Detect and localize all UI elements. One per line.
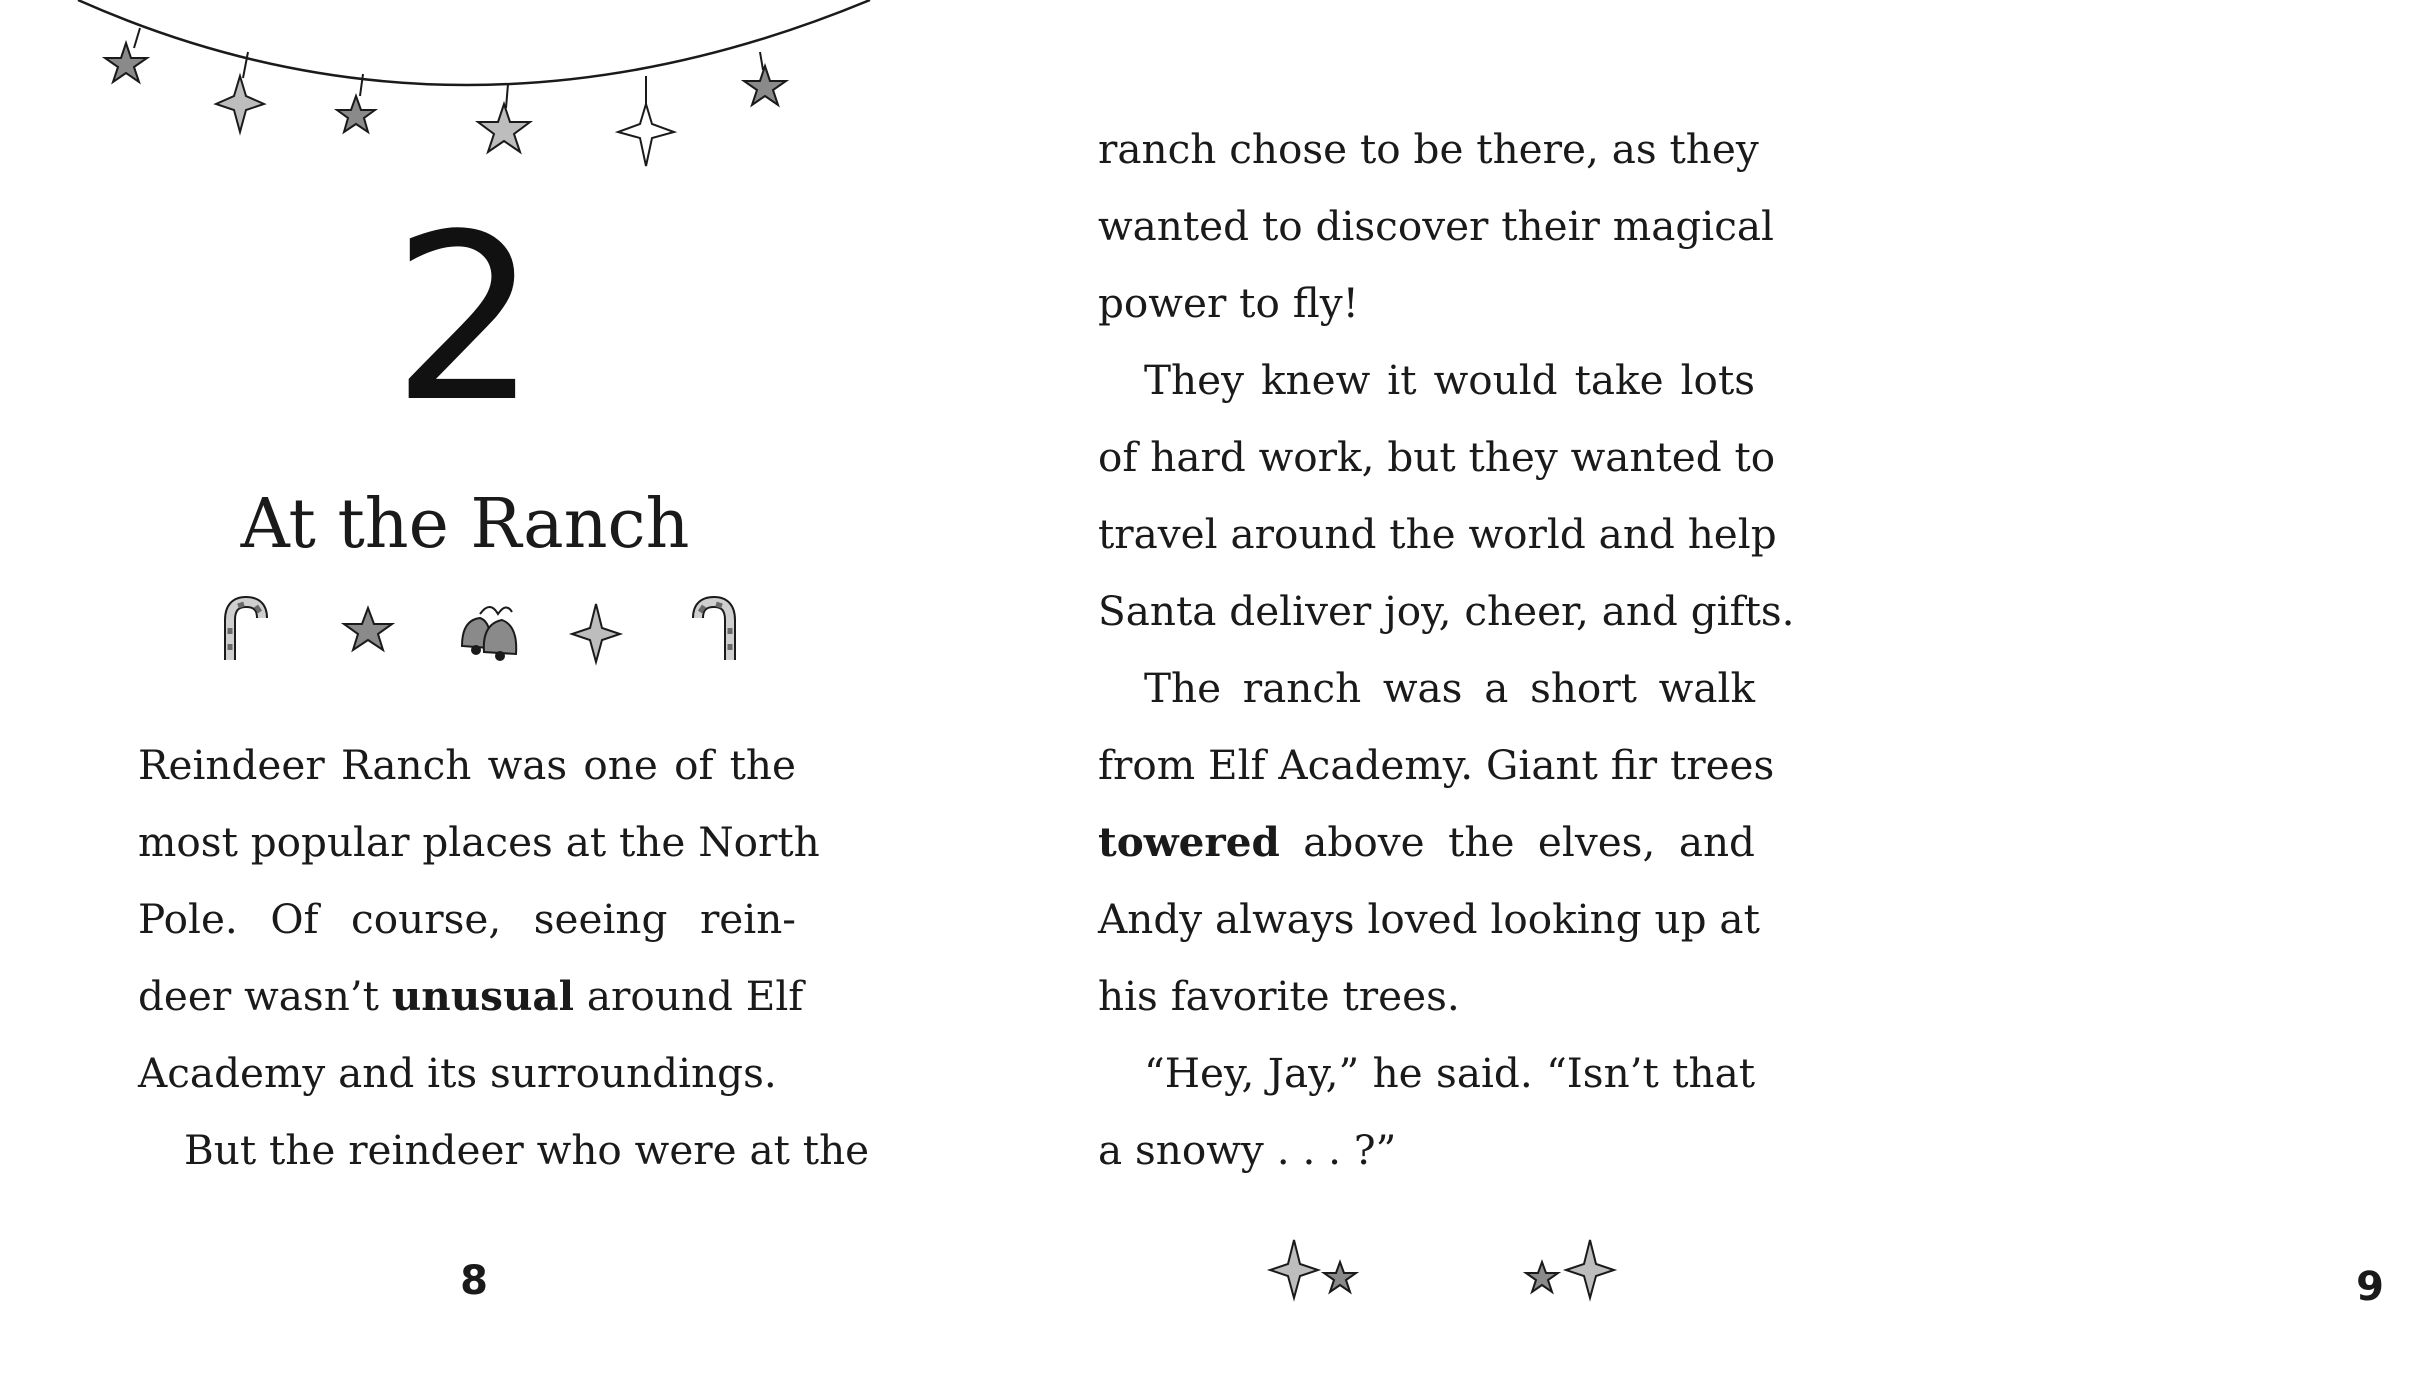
garland-star-icon [105,43,147,82]
text-line: travel around the world and help [1098,510,1777,558]
sparkle-star-icon [572,604,620,662]
star-icon [344,608,392,650]
text-line: Pole. Of course, seeing rein- [138,895,796,943]
text-line: Academy and its surroundings. [138,1049,777,1097]
garland-star-icon [618,104,674,166]
garland-star-icon [337,96,375,132]
page-number: 9 [2356,1264,2384,1310]
text-line-part: around Elf [586,972,804,1020]
text-line: most popular places at the North [138,818,820,866]
bold-vocab-word: unusual [391,972,575,1020]
text-line: ranch chose to be there, as they [1098,125,1759,173]
garland-star-icon [478,104,530,152]
text-line-part: above the elves, and [1303,818,1755,866]
text-line: of hard work, but they wanted to [1098,433,1776,481]
text-line: “Hey, Jay,” he said. “Isn’t that [1144,1049,1755,1097]
bells-icon [462,607,516,660]
left-page [0,0,938,1396]
bold-vocab-word: towered [1098,818,1280,866]
candy-cane-icon [698,602,730,660]
left-page-text [138,727,870,1189]
chapter-number: 2 [391,186,539,453]
text-line: Andy always loved looking up at [1098,895,1760,943]
text-line: from Elf Academy. Giant fir trees [1098,741,1775,789]
chapter-title: At the Ranch [240,485,690,564]
text-line [1098,804,1755,881]
text-line: wanted to discover their magical [1098,202,1775,250]
sparkle-star-icon [1566,1240,1614,1298]
text-line: a snowy . . . ?” [1098,1126,1397,1174]
page-number-stars-left [1268,1238,1368,1308]
text-line: power to fly! [1098,279,1359,327]
sparkle-star-icon [1270,1240,1318,1298]
star-garland-icon [0,0,938,180]
right-page-text [1098,111,1795,1189]
star-icon [1324,1262,1356,1292]
text-line-part: deer wasn’t [138,972,379,1020]
star-icon [1526,1262,1558,1292]
candy-cane-icon [230,602,262,660]
page-number-stars-right [1520,1238,1620,1308]
text-line: his favorite trees. [1098,972,1460,1020]
garland-star-icon [744,66,786,105]
garland-star-icon [216,76,264,132]
text-line: Reindeer Ranch was one of the [138,741,796,789]
text-line: The ranch was a short walk [1144,664,1755,712]
text-line: They knew it would take lots [1144,356,1755,404]
text-line: Santa deliver joy, cheer, and gifts. [1098,587,1795,635]
ornament-row [200,590,760,680]
text-line: But the reindeer who were at the [184,1126,870,1174]
text-line [138,958,804,1035]
page-number: 8 [460,1258,488,1304]
